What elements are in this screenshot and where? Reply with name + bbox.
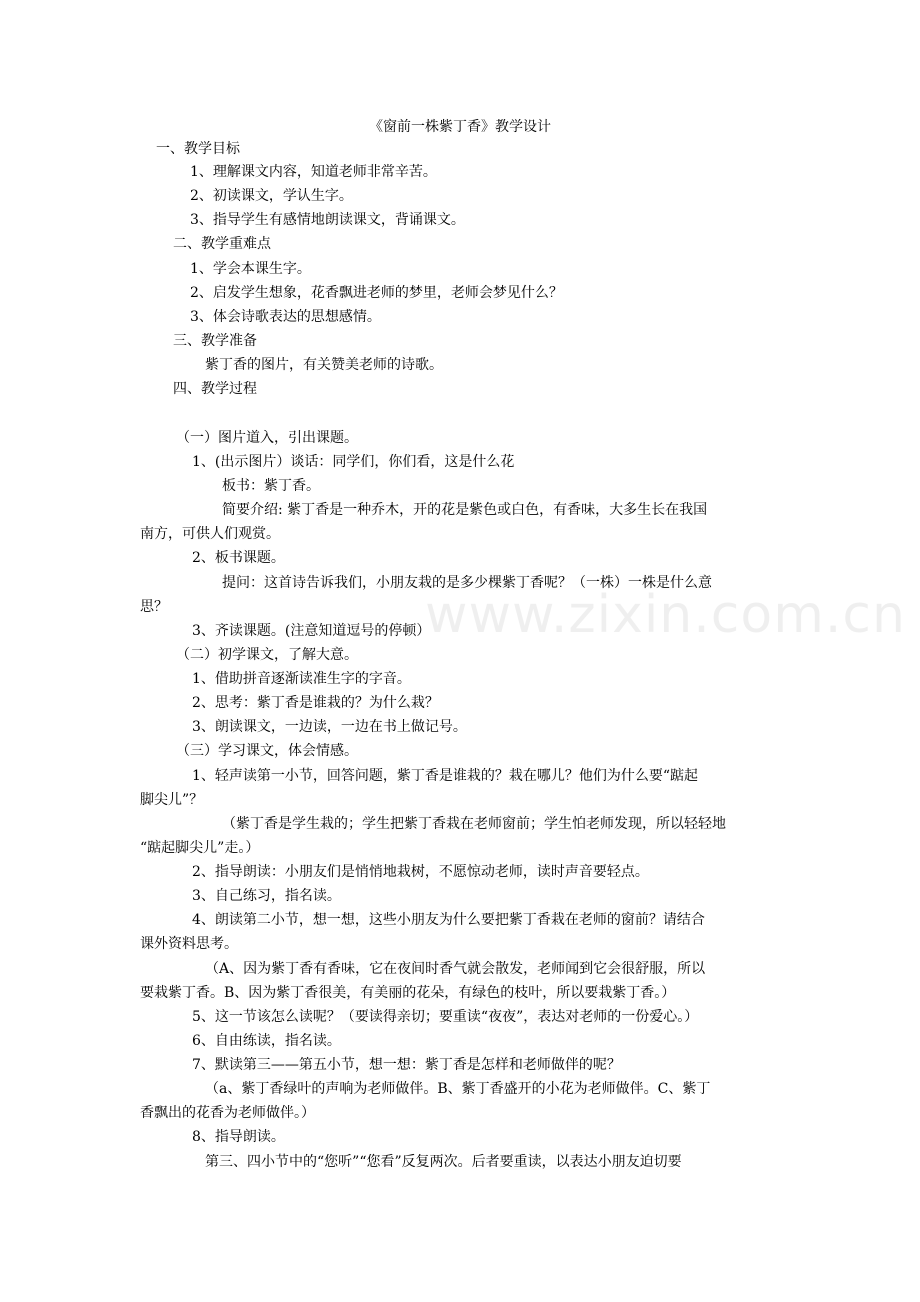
part-1-intro-line-2: 南方，可供人们观赏。 (140, 526, 280, 542)
section-heading-goals: 一、教学目标 (156, 141, 240, 157)
goal-item-1: 1、理解课文内容，知道老师非常辛苦。 (190, 164, 437, 180)
part-2-item-3: 3、朗读课文，一边读，一边在书上做记号。 (192, 719, 467, 735)
part-1-question-line-2: 思？ (140, 599, 168, 615)
process-part-1-heading: （一）图片道入，引出课题。 (176, 430, 358, 446)
part-3-answer-7-line-2: 香飘出的花香为老师做伴。） (140, 1105, 315, 1121)
part-3-answer-1-line-2: “踮起脚尖儿”走。） (140, 840, 260, 856)
section-heading-preparation: 三、教学准备 (173, 333, 257, 349)
section-heading-process: 四、教学过程 (173, 381, 257, 397)
part-1-item-2: 2、板书课题。 (192, 550, 285, 566)
part-1-item-3: 3、齐读课题。(注意知道逗号的停顿） (192, 623, 431, 639)
preparation-text: 紫丁香的图片，有关赞美老师的诗歌。 (205, 357, 443, 373)
part-3-item-1-line-2: 脚尖儿”？ (140, 792, 204, 808)
part-3-answer-1-line-1: （紫丁香是学生栽的；学生把紫丁香栽在老师窗前；学生怕老师发现，所以轻轻地 (222, 816, 726, 832)
key-point-item-1: 1、学会本课生字。 (190, 261, 311, 277)
part-3-answer-4-line-2: 要栽紫丁香。B、因为紫丁香很美，有美丽的花朵，有绿色的枝叶，所以要栽紫丁香。） (140, 985, 676, 1001)
part-1-item-1: 1、(出示图片）谈话：同学们，你们看，这是什么花 (192, 454, 515, 470)
part-3-item-4-line-1: 4、朗读第二小节，想一想，这些小朋友为什么要把紫丁香栽在老师的窗前？请结合 (192, 912, 705, 928)
part-1-board-note: 板书：紫丁香。 (222, 478, 320, 494)
part-1-intro-line-1: 简要介绍: 紫丁香是一种乔木，开的花是紫色或白色，有香味，大多生长在我国 (222, 502, 708, 518)
watermark: www.zixin.com.cn (425, 585, 906, 645)
part-3-item-5: 5、这一节该怎么读呢？（要读得亲切；要重读“夜夜”，表达对老师的一份爱心。） (192, 1009, 699, 1025)
part-3-item-8: 8、指导朗读。 (192, 1129, 285, 1145)
goal-item-3: 3、指导学生有感情地朗读课文，背诵课文。 (190, 212, 465, 228)
document-title: 《窗前一株紫丁香》教学设计 (369, 119, 551, 135)
part-2-item-2: 2、思考：紫丁香是谁栽的？为什么栽？ (192, 695, 439, 711)
part-3-answer-7-line-1: （a、紫丁香绿叶的声响为老师做伴。B、紫丁香盛开的小花为老师做伴。C、紫丁 (205, 1081, 711, 1097)
goal-item-2: 2、初读课文，学认生字。 (190, 188, 353, 204)
part-3-item-3: 3、自己练习，指名读。 (192, 888, 341, 904)
part-3-item-4-line-2: 课外资料思考。 (140, 936, 238, 952)
process-part-3-heading: （三）学习课文，体会情感。 (176, 743, 358, 759)
section-heading-key-points: 二、教学重难点 (173, 236, 271, 252)
part-1-question-line-1: 提问：这首诗告诉我们，小朋友栽的是多少棵紫丁香呢？（一株）一株是什么意 (222, 575, 712, 591)
part-3-item-6: 6、自由练读，指名读。 (192, 1033, 341, 1049)
process-part-2-heading: （二）初学课文，了解大意。 (176, 647, 358, 663)
key-point-item-3: 3、体会诗歌表达的思想感情。 (190, 309, 381, 325)
part-3-answer-4-line-1: （A、因为紫丁香有香味，它在夜间时香气就会散发，老师闻到它会很舒服，所以 (205, 961, 706, 977)
part-3-item-2: 2、指导朗读：小朋友们是悄悄地栽树，不愿惊动老师，读时声音要轻点。 (192, 864, 649, 880)
part-3-item-7: 7、默读第三——第五小节，想一想：紫丁香是怎样和老师做伴的呢？ (192, 1057, 621, 1073)
key-point-item-2: 2、启发学生想象，花香飘进老师的梦里，老师会梦见什么？ (190, 285, 563, 301)
part-2-item-1: 1、借助拼音逐渐读准生字的字音。 (192, 671, 411, 687)
part-3-item-1-line-1: 1、轻声读第一小节，回答问题，紫丁香是谁栽的？栽在哪儿？他们为什么要“踮起 (192, 768, 699, 784)
part-3-last-paragraph: 第三、四小节中的“您听”“您看”反复两次。后者要重读，以表达小朋友迫切要 (205, 1154, 682, 1170)
